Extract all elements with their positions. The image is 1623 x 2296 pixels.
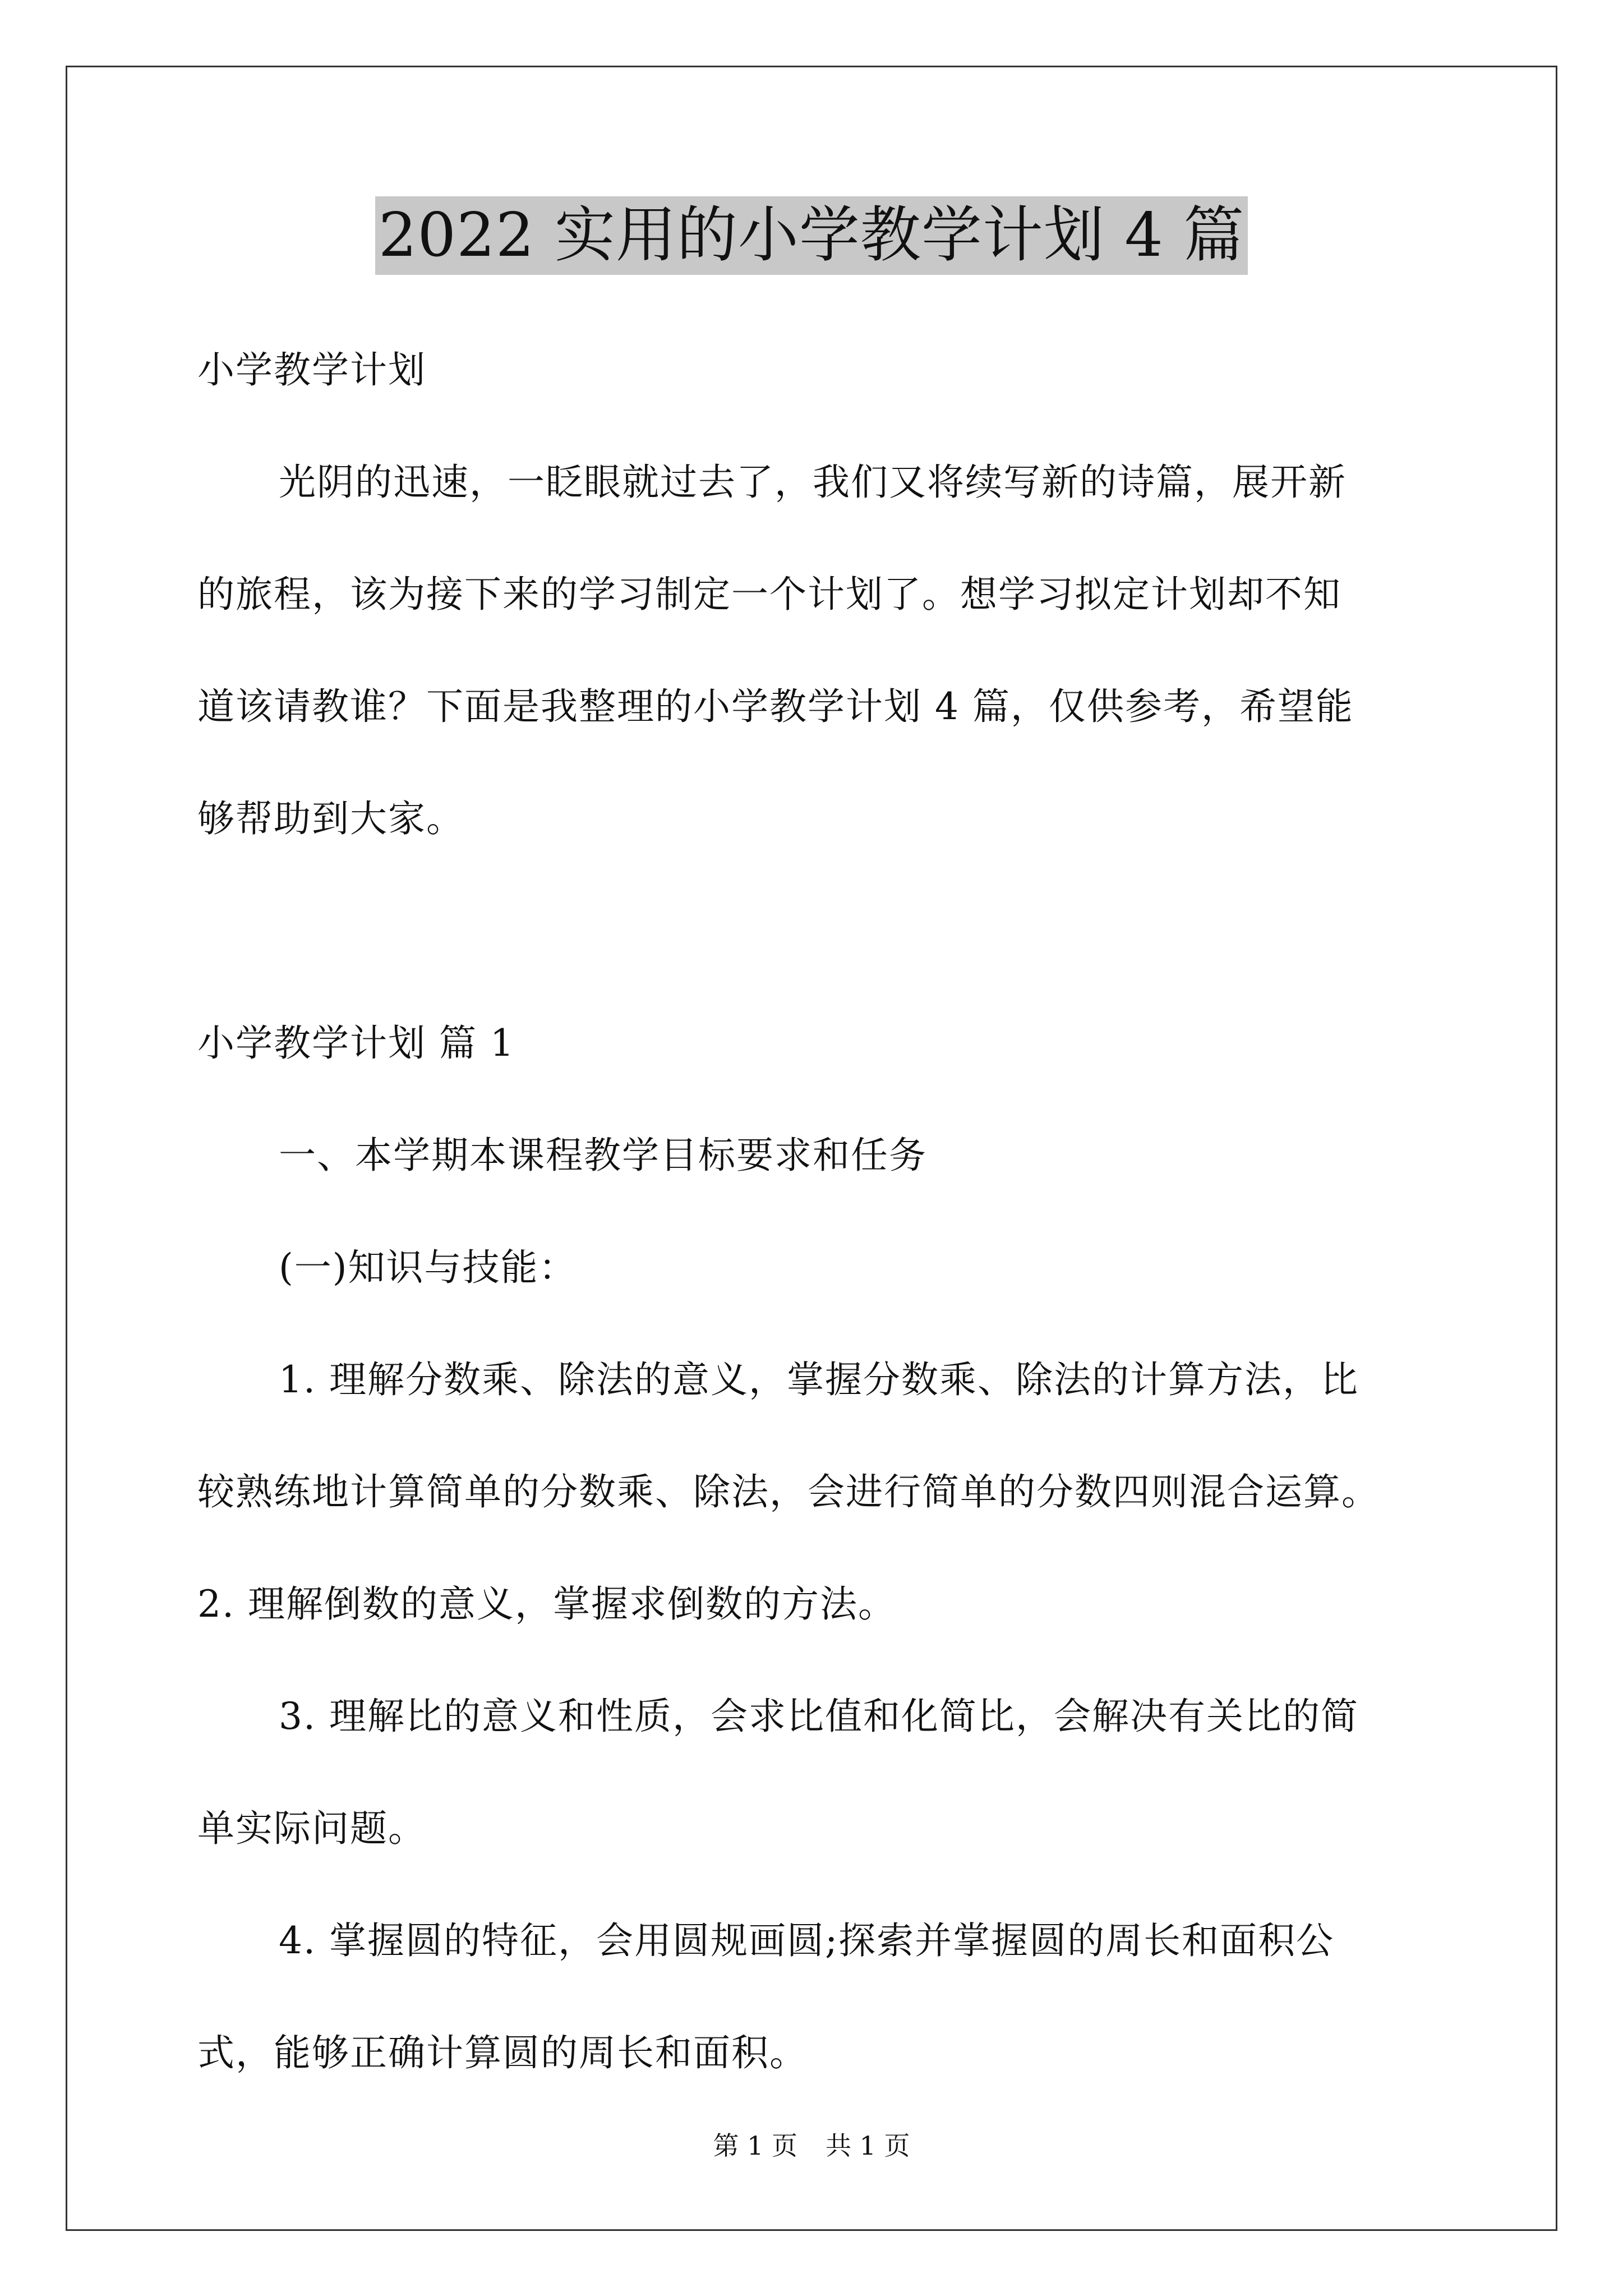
paragraph-line: 较熟练地计算简单的分数乘、除法，会进行简单的分数四则混合运算。 <box>197 1470 1380 1513</box>
paragraph-line: 4. 掌握圆的特征，会用圆规画圆;探索并掌握圆的周长和面积公 <box>279 1919 1335 1962</box>
paragraph-line: 2. 理解倒数的意义，掌握求倒数的方法。 <box>197 1582 896 1626</box>
paragraph-line: 单实际问题。 <box>197 1807 426 1850</box>
page-number: 第 1 页 <box>713 2131 797 2161</box>
section-heading: 小学教学计划 篇 1 <box>197 1022 515 1065</box>
paragraph-line: 光阴的迅速，一眨眼就过去了，我们又将续写新的诗篇，展开新 <box>279 461 1347 504</box>
paragraph-line: 式，能够正确计算圆的周长和面积。 <box>197 2031 808 2074</box>
section-heading: 小学教学计划 <box>197 348 426 392</box>
paragraph-line: 道该请教谁？下面是我整理的小学教学计划 4 篇，仅供参考，希望能 <box>197 685 1354 728</box>
document-body <box>197 314 1431 2109</box>
paragraph-line: 1. 理解分数乘、除法的意义，掌握分数乘、除法的计算方法，比 <box>279 1358 1359 1401</box>
title-container <box>0 196 1623 275</box>
page-footer <box>0 2129 1623 2162</box>
paragraph-line: 一、本学期本课程教学目标要求和任务 <box>279 1134 927 1177</box>
page-total: 共 1 页 <box>826 2131 910 2161</box>
paragraph-line: (一)知识与技能： <box>279 1246 577 1289</box>
paragraph-line: 3. 理解比的意义和性质，会求比值和化简比，会解决有关比的简 <box>279 1695 1359 1738</box>
paragraph-line: 够帮助到大家。 <box>197 797 464 840</box>
blank-line <box>197 875 1431 987</box>
paragraph-line: 的旅程，该为接下来的学习制定一个计划了。想学习拟定计划却不知 <box>197 573 1341 616</box>
document-title: 2022 实用的小学教学计划 4 篇 <box>375 196 1248 275</box>
